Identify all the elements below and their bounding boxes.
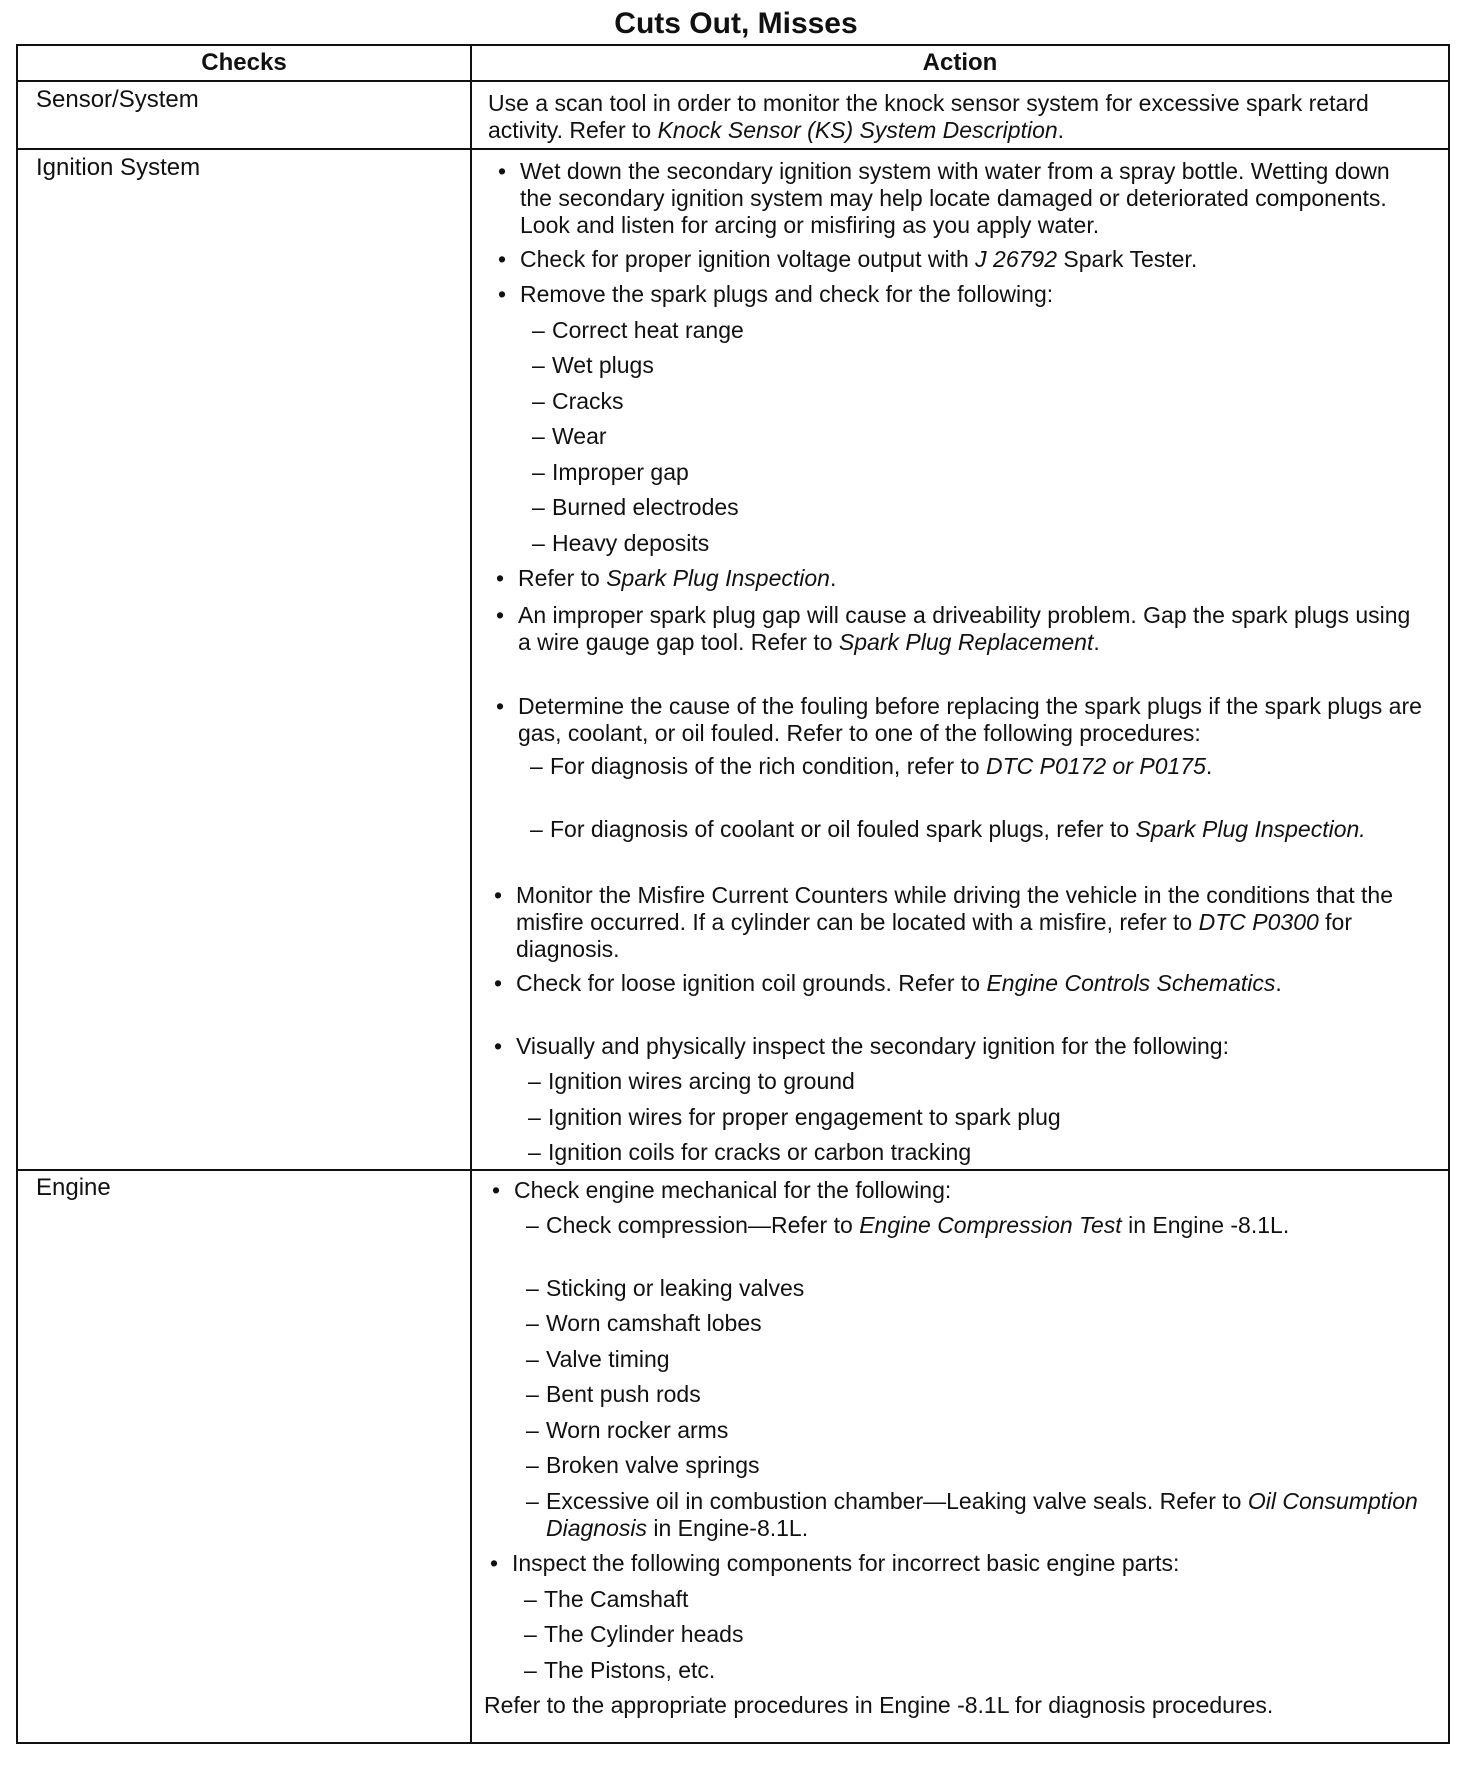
list-item: – Burned electrodes bbox=[532, 494, 739, 520]
list-item: – For diagnosis of coolant or oil fouled spark plugs, refer to Spark Plug Inspection. bbox=[530, 816, 1366, 842]
list-item: • An improper spark plug gap will cause a driveability problem. Gap the spark plugs using a wire gauge gap tool. Refer to Spark Plug Replacement. bbox=[496, 602, 1411, 655]
list-item: – Worn rocker arms bbox=[526, 1417, 729, 1443]
row-divider bbox=[18, 1169, 1448, 1171]
list-item: – The Cylinder heads bbox=[524, 1621, 744, 1647]
diagnosis-table bbox=[16, 44, 1450, 1744]
list-item: • Determine the cause of the fouling before replacing the spark plugs if the spark plugs are gas, coolant, or oil fouled. Refer to one of the following procedures: bbox=[496, 693, 1422, 746]
action-sensor-system: Use a scan tool in order to monitor the knock sensor system for excessive spark retard activity. Refer to Knock Sensor (KS) System Description. bbox=[488, 90, 1369, 143]
list-item: – Worn camshaft lobes bbox=[526, 1310, 762, 1336]
check-engine: Engine bbox=[36, 1174, 111, 1201]
header-divider bbox=[18, 80, 1448, 82]
list-item: • Check engine mechanical for the following: bbox=[492, 1177, 952, 1203]
list-item: – The Camshaft bbox=[524, 1586, 689, 1612]
list-item: – Valve timing bbox=[526, 1346, 670, 1372]
list-item: – Excessive oil in combustion chamber—Leaking valve seals. Refer to Oil Consumption Diagnosis in Engine-8.1L. bbox=[526, 1488, 1418, 1541]
list-item: – Ignition coils for cracks or carbon tracking bbox=[528, 1139, 972, 1165]
list-item: • Check for proper ignition voltage output with J 26792 Spark Tester. bbox=[498, 246, 1198, 272]
list-item: • Monitor the Misfire Current Counters while driving the vehicle in the conditions that the misfire occurred. If a cylinder can be located with a misfire, refer to DTC P0300 for diagnosis. bbox=[494, 882, 1393, 962]
list-item: • Visually and physically inspect the secondary ignition for the following: bbox=[494, 1033, 1229, 1059]
list-item: – Check compression—Refer to Engine Compression Test in Engine -8.1L. bbox=[526, 1212, 1290, 1238]
list-item: – Heavy deposits bbox=[532, 530, 710, 556]
page-title: Cuts Out, Misses bbox=[614, 7, 858, 40]
check-sensor-system: Sensor/System bbox=[36, 86, 199, 113]
list-item: • Refer to Spark Plug Inspection. bbox=[496, 565, 837, 591]
list-item: – Wet plugs bbox=[532, 352, 654, 378]
header-action: Action bbox=[922, 49, 998, 76]
list-item: – Broken valve springs bbox=[526, 1452, 760, 1478]
engine-footer-note: Refer to the appropriate procedures in Engine -8.1L for diagnosis procedures. bbox=[484, 1692, 1274, 1718]
list-item: – Sticking or leaking valves bbox=[526, 1275, 805, 1301]
list-item: – For diagnosis of the rich condition, refer to DTC P0172 or P0175. bbox=[530, 753, 1213, 779]
column-divider bbox=[470, 46, 472, 1742]
header-checks: Checks bbox=[201, 49, 287, 76]
list-item: – Improper gap bbox=[532, 459, 689, 485]
list-item: • Inspect the following components for incorrect basic engine parts: bbox=[490, 1550, 1180, 1576]
list-item: • Check for loose ignition coil grounds. Refer to Engine Controls Schematics. bbox=[494, 970, 1282, 996]
list-item: – Correct heat range bbox=[532, 317, 744, 343]
list-item: • Wet down the secondary ignition system with water from a spray bottle. Wetting down the secondary ignition system may help locate damaged or deteriorated components. Look and listen for arcing or misfiring as you apply water. bbox=[498, 158, 1390, 238]
list-item: – Cracks bbox=[532, 388, 624, 414]
list-item: – Ignition wires arcing to ground bbox=[528, 1068, 855, 1094]
row-divider bbox=[18, 148, 1448, 150]
list-item: – Bent push rods bbox=[526, 1381, 701, 1407]
ref-knock-sensor: Knock Sensor (KS) System Description bbox=[657, 117, 1058, 143]
check-ignition-system: Ignition System bbox=[36, 154, 201, 181]
list-item: – Wear bbox=[532, 423, 607, 449]
list-item: – Ignition wires for proper engagement to spark plug bbox=[528, 1104, 1061, 1130]
list-item: • Remove the spark plugs and check for the following: bbox=[498, 281, 1054, 307]
list-item: – The Pistons, etc. bbox=[524, 1657, 716, 1683]
